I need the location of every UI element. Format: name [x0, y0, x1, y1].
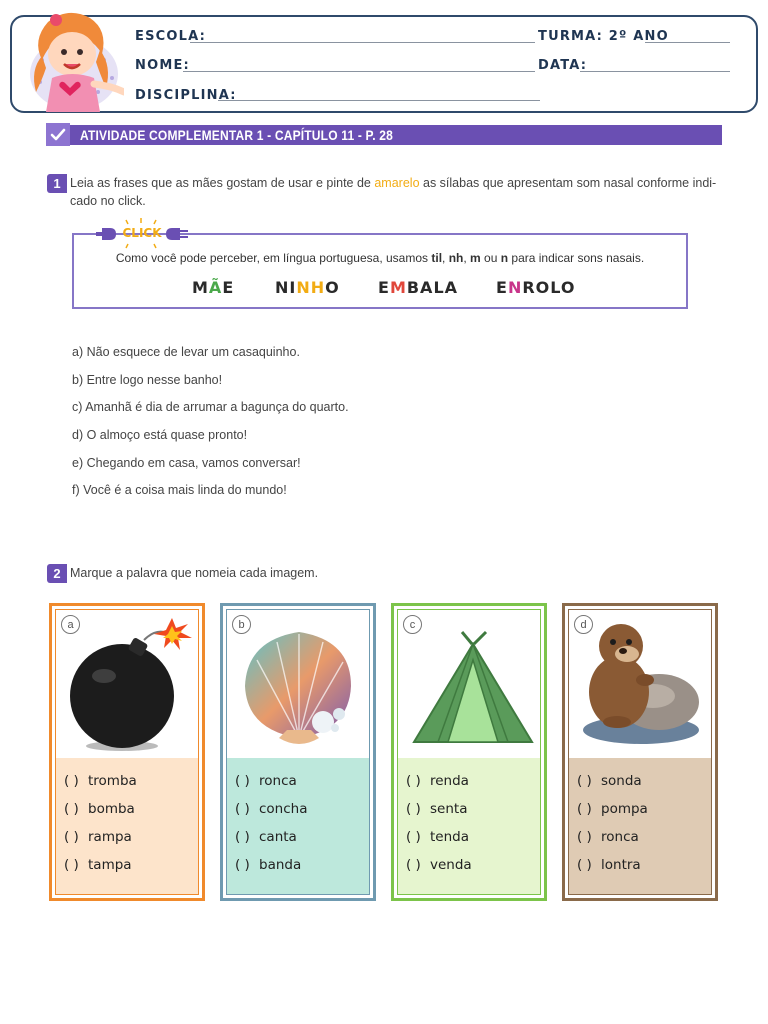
card-c — [391, 603, 547, 901]
option-tenda[interactable]: ( ) tenda — [406, 829, 469, 845]
class-label: TURMA: 2º ANO — [538, 29, 669, 44]
card-a — [49, 603, 205, 901]
highlight-yellow: amarelo — [374, 176, 420, 190]
question-1-instruction: Leia as frases que as mães gostam de usar e pinte de amarelo as sílabas que apresentam som nasal conforme indi- cado no click. — [70, 176, 717, 208]
card-d — [562, 603, 718, 901]
sentence-d[interactable]: d) O almoço está quase pronto! — [72, 428, 248, 442]
sentence-e[interactable]: e) Chegando em casa, vamos conversar! — [72, 456, 301, 470]
option-tampa[interactable]: ( ) tampa — [64, 857, 132, 873]
name-field[interactable] — [183, 71, 535, 72]
question-2-instruction: Marque a palavra que nomeia cada imagem. — [70, 566, 319, 580]
option-venda[interactable]: ( ) venda — [406, 857, 472, 873]
card-a-letter: a — [61, 615, 80, 634]
option-lontra[interactable]: ( ) lontra — [577, 857, 641, 873]
date-label: DATA: — [538, 58, 588, 73]
option-renda[interactable]: ( ) renda — [406, 773, 469, 789]
school-label: ESCOLA: — [135, 29, 207, 44]
sentence-f[interactable]: f) Você é a coisa mais linda do mundo! — [72, 483, 287, 497]
school-field[interactable] — [190, 42, 535, 43]
option-tromba[interactable]: ( ) tromba — [64, 773, 137, 789]
otter-icon — [569, 610, 713, 758]
option-concha[interactable]: ( ) concha — [235, 801, 308, 817]
option-banda[interactable]: ( ) banda — [235, 857, 302, 873]
card-b-letter: b — [232, 615, 251, 634]
option-canta[interactable]: ( ) canta — [235, 829, 297, 845]
option-bomba[interactable]: ( ) bomba — [64, 801, 135, 817]
activity-title: ATIVIDADE COMPLEMENTAR 1 - CAPÍTULO 11 - P. 28 — [80, 127, 393, 143]
bomb-icon — [56, 610, 200, 758]
click-label: CLICK — [122, 226, 162, 240]
tent-icon — [398, 610, 542, 758]
girl-illustration-icon — [12, 0, 124, 112]
sentence-b[interactable]: b) Entre logo nesse banho! — [72, 373, 223, 387]
card-c-letter: c — [403, 615, 422, 634]
check-icon — [46, 123, 70, 146]
shell-icon — [227, 610, 371, 758]
question-1-number: 1 — [47, 174, 67, 193]
nasal-example-ninho: NINHO — [275, 278, 340, 297]
card-b — [220, 603, 376, 901]
option-senta[interactable]: ( ) senta — [406, 801, 468, 817]
nasal-example-enrolo: ENROLO — [496, 278, 576, 297]
card-d-letter: d — [574, 615, 593, 634]
sentence-a[interactable]: a) Não esquece de levar um casaquinho. — [72, 345, 300, 359]
name-label: NOME: — [135, 58, 190, 73]
option-sonda[interactable]: ( ) sonda — [577, 773, 642, 789]
option-ronca[interactable]: ( ) ronca — [235, 773, 297, 789]
sentence-c[interactable]: c) Amanhã é dia de arrumar a bagunça do quarto. — [72, 400, 349, 414]
subject-field[interactable] — [218, 100, 540, 101]
option-ronca-d[interactable]: ( ) ronca — [577, 829, 639, 845]
nasal-example-mae: MÃE — [192, 278, 235, 297]
option-rampa[interactable]: ( ) rampa — [64, 829, 132, 845]
subject-label: DISCIPLINA: — [135, 88, 237, 103]
nasal-example-embala: EMBALA — [378, 278, 459, 297]
class-field[interactable] — [645, 42, 730, 43]
question-2-number: 2 — [47, 564, 67, 583]
click-tip-text: Como você pode perceber, em língua portuguesa, usamos til, nh, m ou n para indicar sons nasais. — [115, 251, 645, 265]
date-field[interactable] — [580, 71, 730, 72]
option-pompa[interactable]: ( ) pompa — [577, 801, 648, 817]
